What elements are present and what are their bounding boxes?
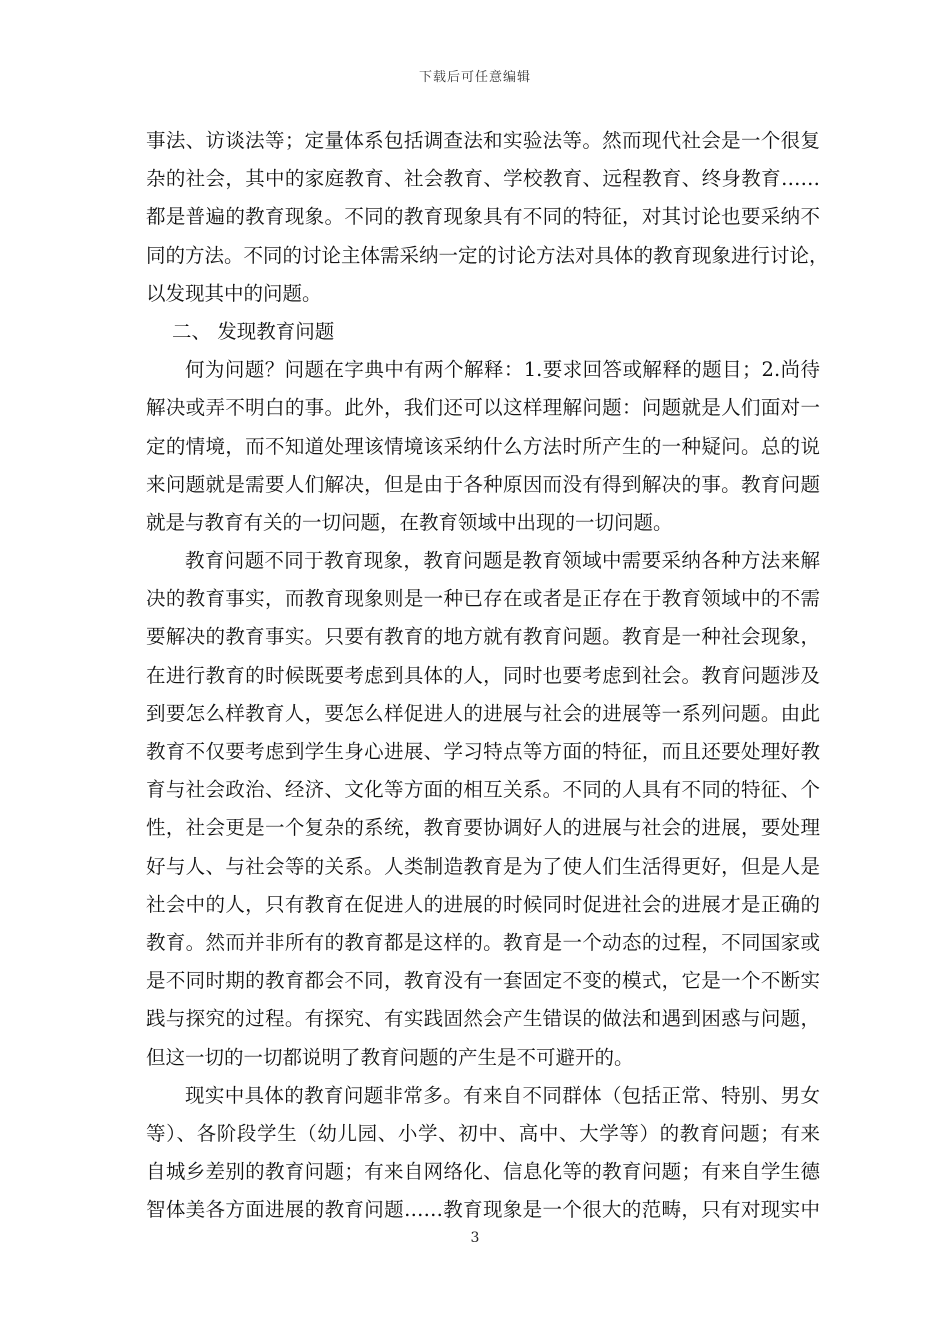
paragraph-line: 决的教育事实，而教育现象则是一种已存在或者是正存在于教育领域中的不需 [146, 587, 820, 611]
paragraph-line: 到要怎么样教育人，要怎么样促进人的进展与社会的进展等一系列问题。由此 [146, 701, 820, 725]
paragraph-line: 要解决的教育事实。只要有教育的地方就有教育问题。教育是一种社会现象， [146, 625, 820, 649]
paragraph-line: 社会中的人，只有教育在促进人的进展的时候同时促进社会的进展才是正确的 [146, 892, 820, 916]
paragraph-line: 事法、访谈法等；定量体系包括调查法和实验法等。然而现代社会是一个很复 [146, 129, 820, 152]
paragraph-line: 自城乡差别的教育问题；有来自网络化、信息化等的教育问题；有来自学生德 [146, 1160, 820, 1184]
paragraph-line: 就是与教育有关的一切问题，在教育领域中出现的一切问题。 [146, 510, 673, 534]
paragraph-line: 育与社会政治、经济、文化等方面的相互关系。不同的人具有不同的特征、个 [146, 778, 820, 802]
paragraph-line: 在进行教育的时候既要考虑到具体的人，同时也要考虑到社会。教育问题涉及 [146, 663, 820, 687]
paragraph-line: 来问题就是需要人们解决，但是由于各种原因而没有得到解决的事。教育问题 [146, 472, 820, 496]
paragraph-line: 同的方法。不同的讨论主体需采纳一定的讨论方法对具体的教育现象进行讨论， [146, 243, 829, 267]
page-header: 下载后可任意编辑 [418, 70, 531, 85]
paragraph-3 [146, 542, 820, 1077]
paragraph-line: 以发现其中的问题。 [146, 281, 322, 305]
paragraph-line: 何为问题？问题在字典中有两个解释：1.要求回答或解释的题目；2.尚待 [185, 358, 820, 382]
paragraph-line: 杂的社会，其中的家庭教育、社会教育、学校教育、远程教育、终身教育…… [146, 167, 820, 191]
page-number: 3 [470, 1230, 480, 1246]
paragraph-line: 践与探究的过程。有探究、有实践固然会产生错误的做法和遇到困惑与问题， [146, 1007, 820, 1031]
paragraph-line: 等）、各阶段学生（幼儿园、小学、初中、高中、大学等）的教育问题；有来 [146, 1121, 820, 1145]
section-heading: 二、 发现教育问题 [172, 319, 335, 343]
paragraph-line: 教育。然而并非所有的教育都是这样的。教育是一个动态的过程，不同国家或 [146, 930, 820, 954]
paragraph-line: 是不同时期的教育都会不同，教育没有一套固定不变的模式，它是一个不断实 [146, 969, 820, 993]
paragraph-2 [146, 351, 820, 542]
paragraph-line: 智体美各方面进展的教育问题……教育现象是一个很大的范畴，只有对现实中 [146, 1198, 820, 1222]
paragraph-1 [146, 122, 829, 313]
paragraph-line: 都是普遍的教育现象。不同的教育现象具有不同的特征，对其讨论也要采纳不 [146, 205, 820, 229]
paragraph-line: 性，社会更是一个复杂的系统，教育要协调好人的进展与社会的进展，要处理 [146, 816, 820, 840]
paragraph-line: 定的情境，而不知道处理该情境该采纳什么方法时所产生的一种疑问。总的说 [146, 434, 820, 458]
document-body [146, 122, 829, 1229]
paragraph-line: 但这一切的一切都说明了教育问题的产生是不可避开的。 [146, 1045, 634, 1069]
paragraph-line: 教育不仅要考虑到学生身心进展、学习特点等方面的特征，而且还要处理好教 [146, 740, 820, 763]
paragraph-line: 教育问题不同于教育现象，教育问题是教育领域中需要采纳各种方法来解 [185, 549, 820, 573]
paragraph-line: 好与人、与社会等的关系。人类制造教育是为了使人们生活得更好，但是人是 [146, 854, 820, 878]
paragraph-line: 解决或弄不明白的事。此外，我们还可以这样理解问题：问题就是人们面对一 [146, 396, 820, 420]
paragraph-line: 现实中具体的教育问题非常多。有来自不同群体（包括正常、特别、男女 [185, 1083, 820, 1107]
paragraph-4 [146, 1077, 820, 1230]
